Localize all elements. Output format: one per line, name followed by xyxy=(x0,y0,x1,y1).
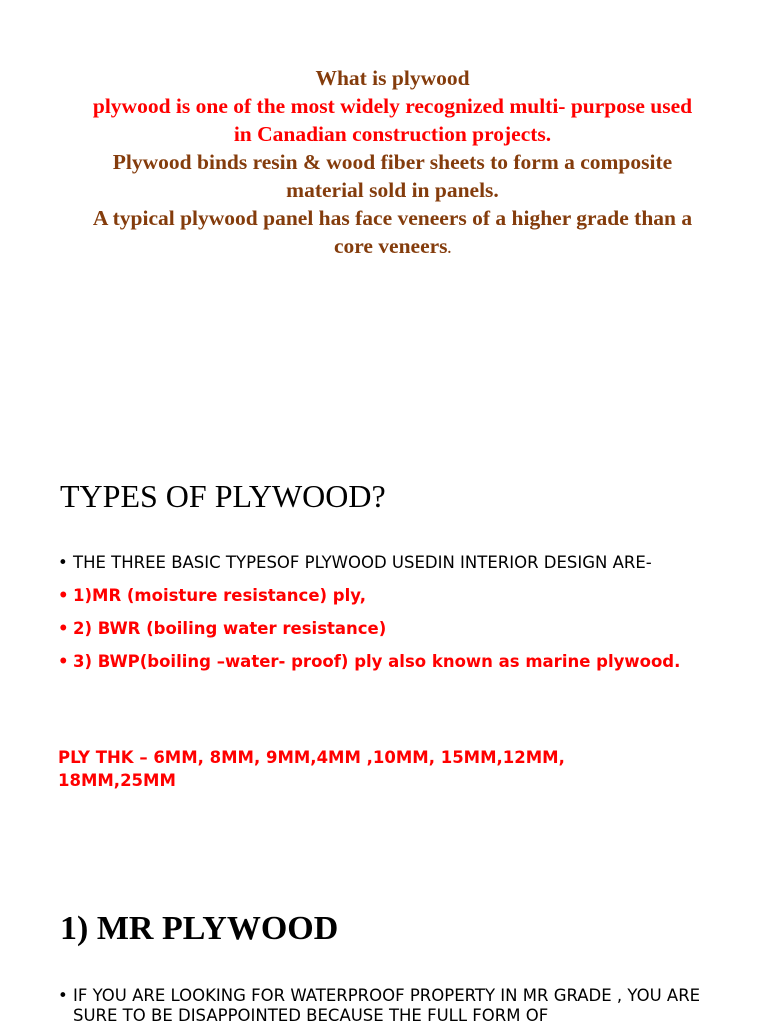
list-item xyxy=(58,586,680,619)
intro-line-4: material sold in panels. xyxy=(286,178,499,202)
bullet-text: IF YOU ARE LOOKING FOR WATERPROOF PROPERTY IN MR GRADE , YOU ARE SURE TO BE DISAPPOINTED BECAUSE THE FULL FORM OF xyxy=(73,986,701,1024)
list-item xyxy=(58,619,680,652)
list-item xyxy=(58,652,680,685)
intro-line-1: plywood is one of the most widely recognized multi- purpose used xyxy=(92,94,693,118)
list-item xyxy=(58,986,713,1024)
types-heading: TYPES OF PLYWOOD? xyxy=(60,478,386,514)
slide-what-is-plywood xyxy=(0,0,768,440)
bullet-icon: • xyxy=(58,553,68,572)
bullet-text: 3) BWP(boiling –water- proof) ply also known as marine plywood. xyxy=(73,652,681,671)
intro-line-5: A typical plywood panel has face veneers of a higher grade than a xyxy=(92,206,693,230)
mr-plywood-heading: 1) MR PLYWOOD xyxy=(60,910,339,947)
list-item xyxy=(58,553,680,586)
intro-line-2: in Canadian construction projects. xyxy=(233,122,552,146)
bullet-icon: • xyxy=(58,619,69,638)
intro-title: What is plywood xyxy=(315,66,470,90)
bullet-text: 1)MR (moisture resistance) ply, xyxy=(73,586,367,605)
bullet-icon: • xyxy=(58,652,69,671)
types-bullet-list xyxy=(58,553,680,685)
intro-line-3: Plywood binds resin & wood fiber sheets to form a composite xyxy=(112,150,673,174)
intro-text xyxy=(20,64,765,264)
ply-thickness-list: PLY THK – 6MM, 8MM, 9MM,4MM ,10MM, 15MM,12MM, 18MM,25MM xyxy=(58,748,565,790)
bullet-icon: • xyxy=(58,586,69,605)
intro-line-6 xyxy=(20,232,765,264)
intro-line-6-text: core veneers xyxy=(333,234,448,258)
intro-line-6-period: . xyxy=(447,242,452,257)
mr-bullet-list xyxy=(58,986,713,1024)
bullet-icon: • xyxy=(58,986,68,1005)
bullet-text: 2) BWR (boiling water resistance) xyxy=(73,619,387,638)
bullet-text: THE THREE BASIC TYPESOF PLYWOOD USEDIN INTERIOR DESIGN ARE- xyxy=(73,553,652,572)
